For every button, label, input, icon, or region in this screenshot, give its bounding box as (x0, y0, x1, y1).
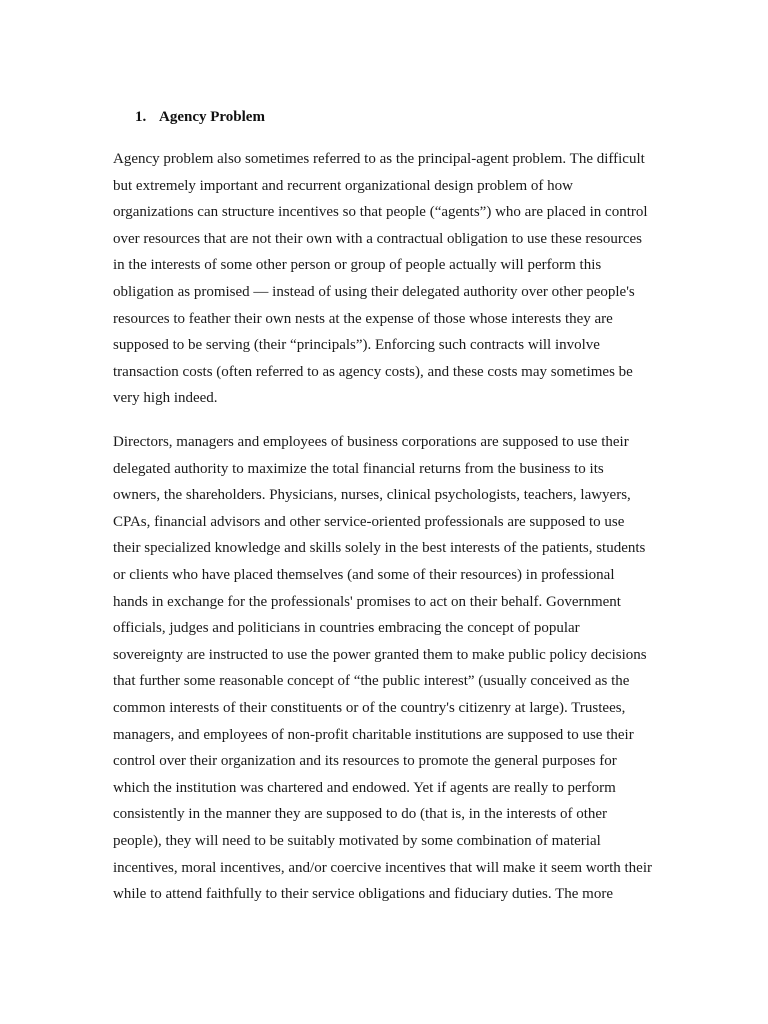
paragraph-line: consistently in the manner they are supposed to do (that is, in the interests of other (113, 806, 608, 823)
paragraph-line: sovereignty are instructed to use the power granted them to make public policy decisions (113, 646, 647, 663)
paragraph-line: incentives, moral incentives, and/or coercive incentives that will make it seem worth their (113, 859, 652, 876)
paragraph-line: which the institution was chartered and endowed. Yet if agents are really to perform (113, 779, 616, 796)
paragraph-line: or clients who have placed themselves (and some of their resources) in professional (113, 566, 615, 583)
paragraph-2 (113, 429, 673, 908)
paragraph-line: resources to feather their own nests at the expense of those whose interests they are (113, 310, 613, 327)
section-title: Agency Problem (159, 109, 265, 125)
paragraph-line: transaction costs (often referred to as agency costs), and these costs may sometimes be (113, 363, 633, 380)
paragraph-line: very high indeed. (113, 390, 218, 407)
paragraph-line: common interests of their constituents or of the country's citizenry at large). Trustees, (113, 699, 626, 716)
paragraph-line: obligation as promised — instead of using their delegated authority over other people's (113, 283, 635, 300)
paragraph-line: Agency problem also sometimes referred to as the principal-agent problem. The difficult (113, 151, 645, 167)
paragraph-line: over resources that are not their own with a contractual obligation to use these resources (113, 230, 642, 247)
paragraph-line: people), they will need to be suitably motivated by some combination of material (113, 832, 601, 849)
paragraph-line: organizations can structure incentives so that people (“agents”) who are placed in control (113, 204, 648, 221)
paragraph-line: officials, judges and politicians in countries embracing the concept of popular (113, 620, 580, 637)
paragraph-line: in the interests of some other person or group of people actually will perform this (113, 257, 602, 274)
paragraph-line: owners, the shareholders. Physicians, nurses, clinical psychologists, teachers, lawyers, (113, 487, 631, 504)
paragraph-line: that further some reasonable concept of “the public interest” (usually conceived as the (113, 673, 630, 690)
paragraph-line: managers, and employees of non-profit charitable institutions are supposed to use their (113, 726, 634, 743)
paragraph-line: while to attend faithfully to their service obligations and fiduciary duties. The more (113, 886, 614, 903)
paragraph-line: Directors, managers and employees of business corporations are supposed to use their (113, 434, 629, 450)
paragraph-line: supposed to be serving (their “principals”). Enforcing such contracts will involve (113, 337, 600, 354)
paragraph-line: control over their organization and its resources to promote the general purposes for (113, 753, 617, 770)
paragraph-line: but extremely important and recurrent organizational design problem of how (113, 177, 573, 194)
section-heading (135, 107, 265, 127)
paragraph-1 (113, 146, 673, 412)
section-number: 1. (135, 109, 147, 125)
paragraph-line: their specialized knowledge and skills solely in the best interests of the patients, students (113, 540, 646, 557)
paragraph-line: delegated authority to maximize the total financial returns from the business to its (113, 460, 604, 477)
paragraph-line: CPAs, financial advisors and other service-oriented professionals are supposed to use (113, 513, 625, 530)
paragraph-line: hands in exchange for the professionals' promises to act on their behalf. Government (113, 593, 621, 610)
